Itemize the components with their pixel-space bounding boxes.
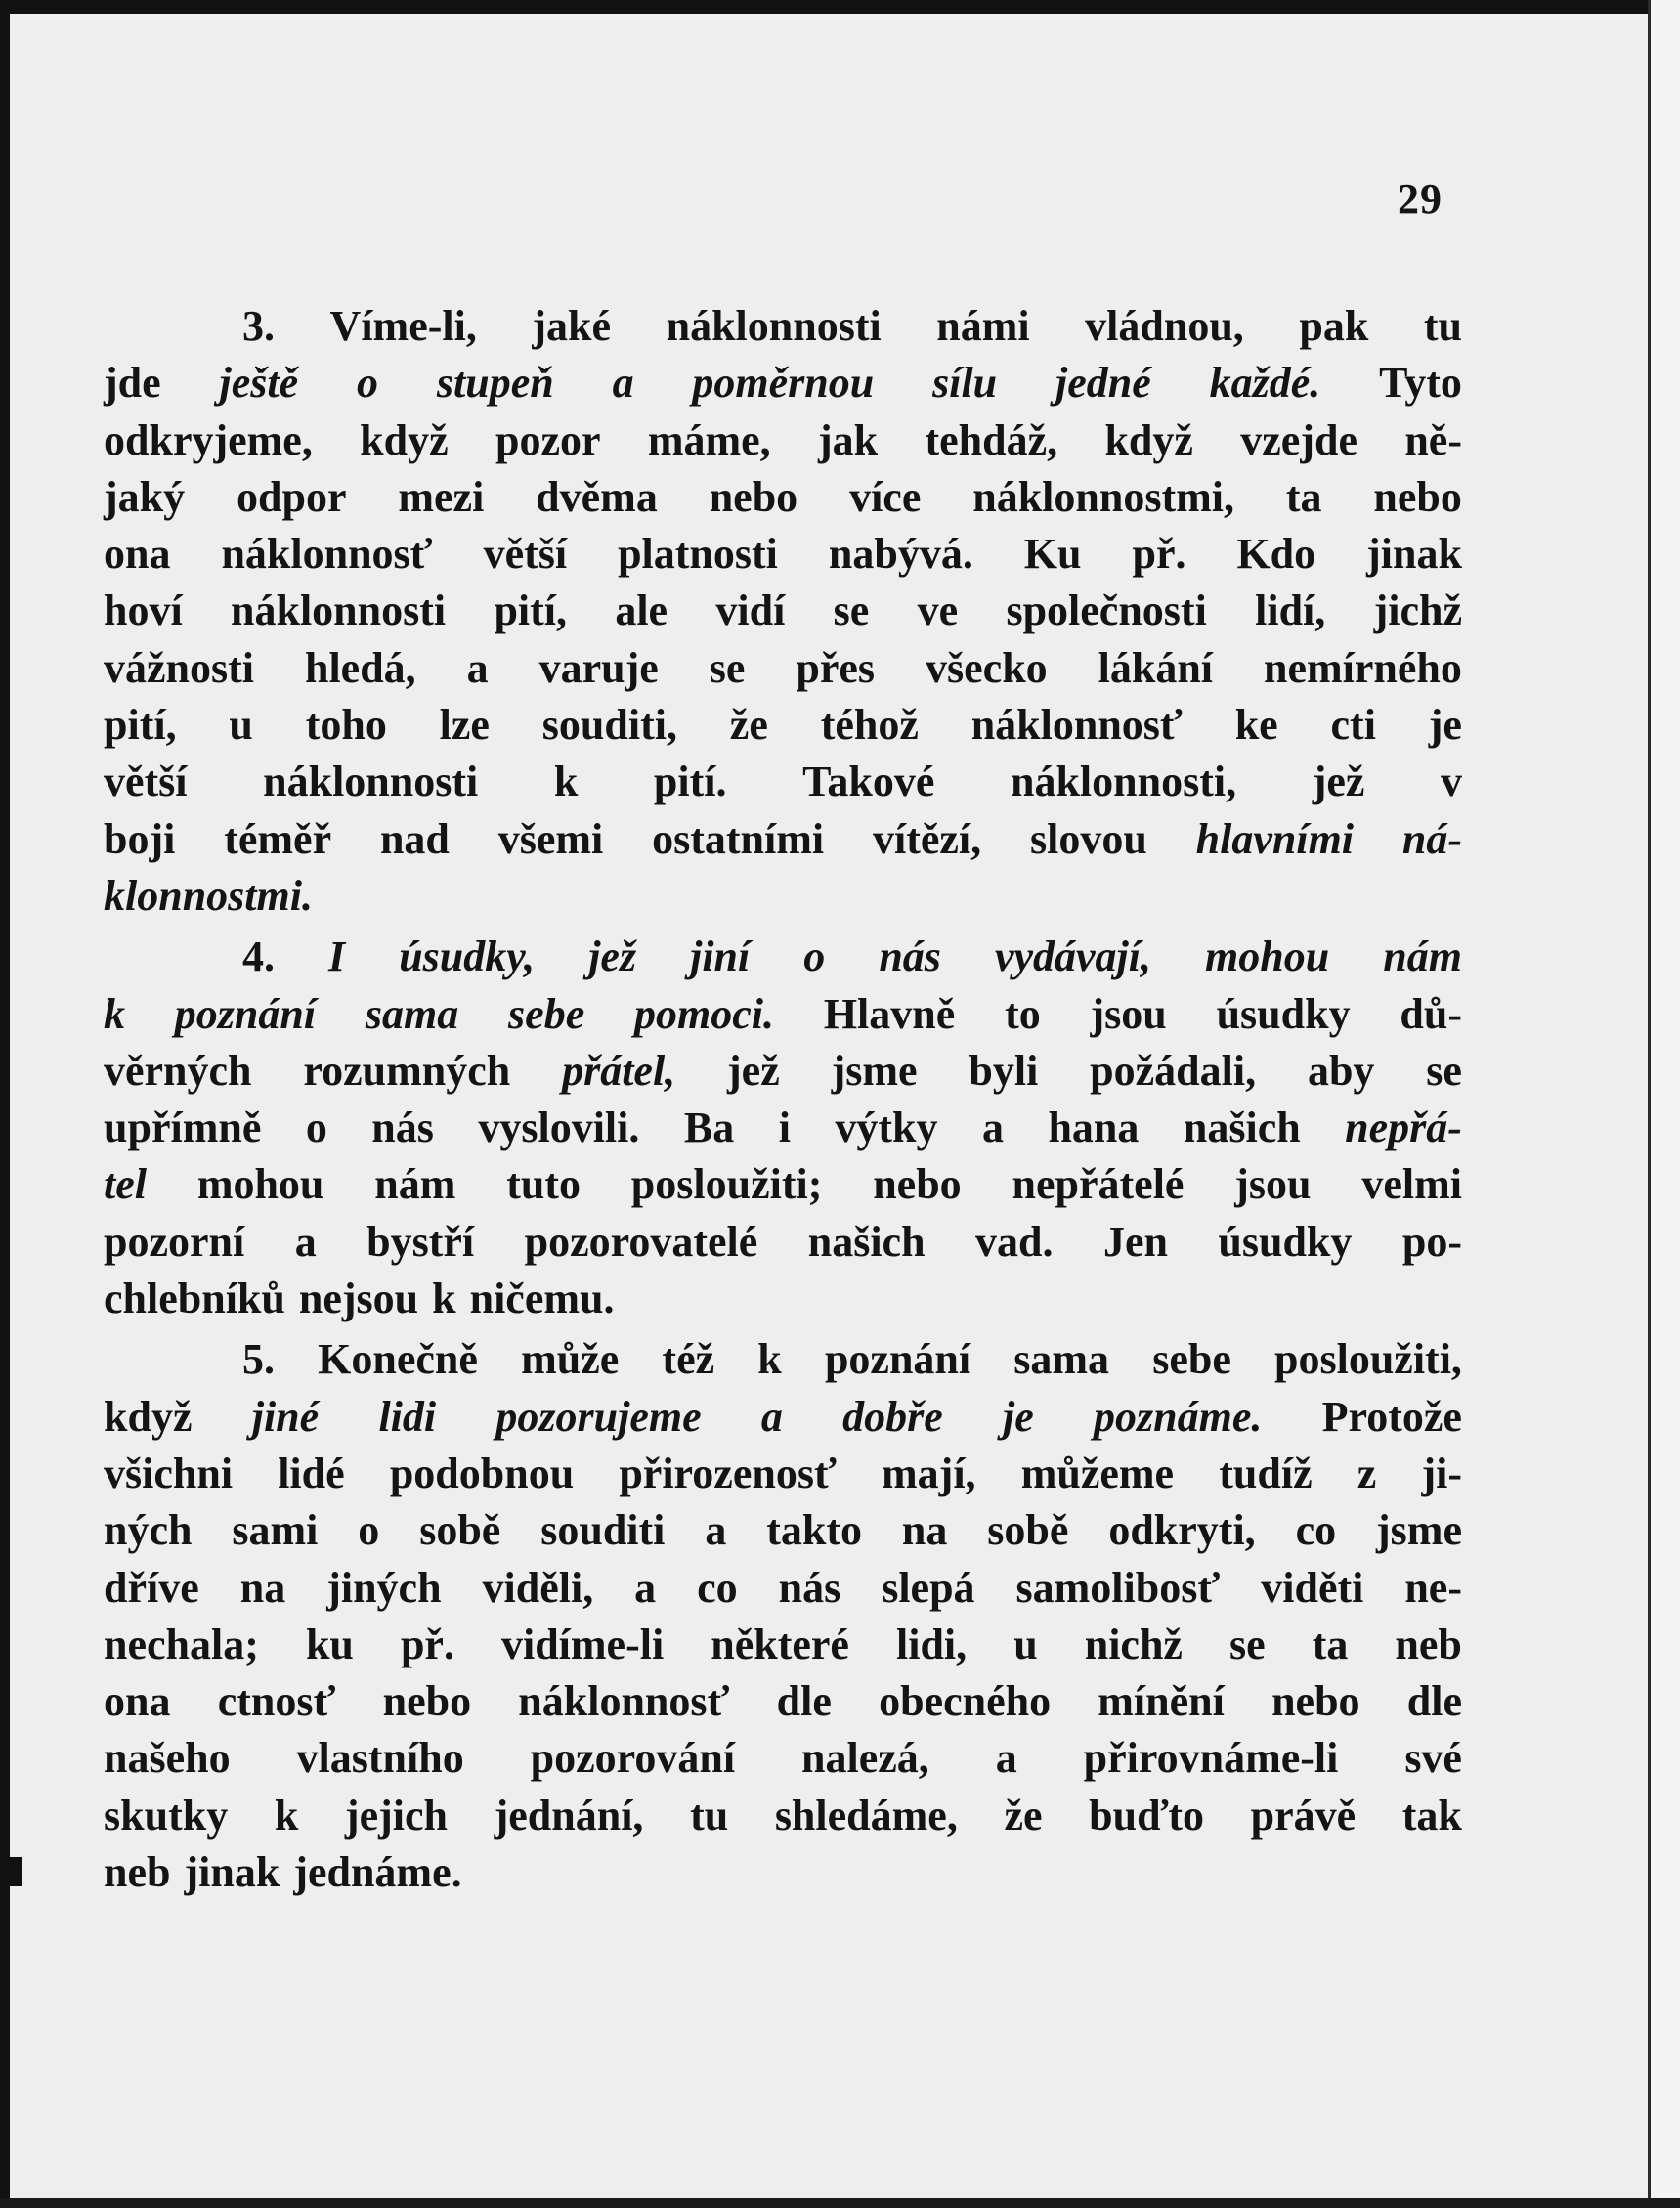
word: i bbox=[778, 1104, 791, 1152]
text-line bbox=[104, 355, 1462, 411]
text-line bbox=[104, 1043, 1462, 1100]
word: nabývá. bbox=[828, 530, 973, 579]
word: poznáme. bbox=[1094, 1392, 1263, 1441]
word: bystří bbox=[366, 1217, 475, 1266]
word: chlebníků bbox=[104, 1275, 285, 1323]
word: nad bbox=[379, 814, 450, 863]
word: se bbox=[709, 643, 746, 692]
word: větší bbox=[483, 530, 568, 579]
word: tehdáž, bbox=[925, 415, 1058, 464]
word: pozorní bbox=[104, 1217, 245, 1266]
word: přirovnáme-li bbox=[1083, 1734, 1339, 1783]
text-line bbox=[104, 1389, 1462, 1446]
word: sílu bbox=[932, 359, 998, 408]
word: přirozenosť bbox=[619, 1449, 837, 1497]
word: téhož bbox=[820, 701, 919, 750]
word: jak bbox=[818, 415, 879, 464]
word: jedné bbox=[1055, 359, 1151, 408]
word: a bbox=[995, 1734, 1017, 1783]
text-line bbox=[104, 1214, 1462, 1271]
word: dobře bbox=[842, 1392, 943, 1441]
word: všemi bbox=[497, 814, 604, 863]
word: nás bbox=[371, 1104, 434, 1152]
word: jsou bbox=[1090, 989, 1167, 1038]
word: sobě bbox=[987, 1506, 1069, 1555]
word: samolibosť bbox=[1015, 1563, 1221, 1612]
word: vidí bbox=[715, 586, 786, 635]
word: jež bbox=[1312, 758, 1365, 806]
word: mezi bbox=[398, 472, 485, 521]
word: lze bbox=[439, 701, 490, 750]
word: všecko bbox=[926, 643, 1048, 692]
word: že bbox=[1004, 1791, 1043, 1840]
word: na bbox=[901, 1506, 948, 1555]
word: pozorovatelé bbox=[524, 1217, 758, 1266]
text-line bbox=[104, 469, 1462, 526]
word: jsou bbox=[1234, 1160, 1312, 1209]
word: lidé bbox=[278, 1449, 345, 1497]
word: jaké bbox=[532, 302, 612, 350]
word: větší bbox=[104, 758, 188, 806]
word: nebo bbox=[1271, 1677, 1360, 1726]
word: pozorujeme bbox=[495, 1392, 702, 1441]
word: ku bbox=[305, 1620, 354, 1668]
word: aby bbox=[1307, 1046, 1375, 1095]
word: též bbox=[662, 1335, 715, 1384]
word: vládnou, bbox=[1085, 302, 1244, 350]
word: obecného bbox=[879, 1677, 1052, 1726]
word: máme, bbox=[647, 415, 771, 464]
word: hlavními bbox=[1195, 814, 1355, 863]
word: poznání bbox=[174, 989, 317, 1038]
word: našich bbox=[1183, 1104, 1301, 1152]
text-line bbox=[104, 412, 1462, 469]
word: nebo bbox=[382, 1677, 472, 1726]
word: př. bbox=[400, 1620, 454, 1668]
word: jde bbox=[104, 359, 161, 408]
word: úsudky bbox=[1218, 1217, 1353, 1266]
word: a bbox=[760, 1392, 783, 1441]
word: dle bbox=[1406, 1677, 1462, 1726]
word: ona bbox=[104, 530, 171, 579]
word: náklonnosť bbox=[518, 1677, 730, 1726]
word: vydávají, bbox=[994, 932, 1151, 981]
word: souditi, bbox=[541, 701, 677, 750]
word: mínění bbox=[1098, 1677, 1225, 1726]
word: jejich bbox=[344, 1791, 448, 1840]
word: vlastního bbox=[296, 1734, 464, 1783]
word: rozumných bbox=[303, 1046, 511, 1095]
word: nepřá- bbox=[1345, 1104, 1462, 1152]
word: náklonnosť bbox=[970, 701, 1183, 750]
word: pak bbox=[1299, 302, 1369, 350]
word: může bbox=[521, 1335, 620, 1384]
scan-edge-notch bbox=[0, 1857, 22, 1886]
word: o bbox=[305, 1104, 327, 1152]
text-line bbox=[104, 1100, 1462, 1156]
word: našeho bbox=[104, 1734, 231, 1783]
word: každé. bbox=[1209, 359, 1321, 408]
text-line bbox=[104, 640, 1462, 697]
word: Takové bbox=[802, 758, 935, 806]
word: nalezá, bbox=[801, 1734, 929, 1783]
word: Víme-li, bbox=[329, 302, 477, 350]
word: odkryjeme, bbox=[104, 415, 313, 464]
word: ných bbox=[104, 1506, 193, 1555]
word: a bbox=[466, 643, 489, 692]
word: téměř bbox=[224, 814, 332, 863]
word: v bbox=[1441, 758, 1462, 806]
word: úsudky bbox=[1216, 989, 1351, 1038]
word: jsme bbox=[1376, 1506, 1462, 1555]
word: a bbox=[294, 1217, 317, 1266]
word: cti bbox=[1330, 701, 1376, 750]
word: po- bbox=[1401, 1217, 1462, 1266]
word: dle bbox=[776, 1677, 832, 1726]
word: pití, bbox=[104, 701, 177, 750]
word: ona bbox=[104, 1677, 171, 1726]
word: náklonnosti bbox=[666, 302, 882, 350]
word: hoví bbox=[104, 586, 183, 635]
word: požádali, bbox=[1090, 1046, 1257, 1095]
word: námi bbox=[936, 302, 1030, 350]
word: nepřátelé bbox=[1012, 1160, 1185, 1209]
word: platnosti bbox=[618, 530, 778, 579]
word: slovou bbox=[1029, 814, 1147, 863]
word: lidi, bbox=[896, 1620, 968, 1668]
word: ta bbox=[1285, 472, 1322, 521]
word: co bbox=[1295, 1506, 1337, 1555]
word: na bbox=[239, 1563, 286, 1612]
word: dříve bbox=[104, 1563, 199, 1612]
page-number: 29 bbox=[1398, 175, 1443, 223]
word: a bbox=[981, 1104, 1004, 1152]
word: nebo bbox=[1373, 472, 1462, 521]
body-text bbox=[104, 298, 1462, 1905]
word: pití, bbox=[494, 586, 568, 635]
word: nebo bbox=[709, 472, 798, 521]
paragraph-1 bbox=[104, 298, 1462, 925]
word: posloužiti; bbox=[630, 1160, 823, 1209]
scan-edge-right bbox=[1648, 0, 1680, 2208]
word: k bbox=[274, 1791, 299, 1840]
word: pozorování bbox=[530, 1734, 736, 1783]
word: náklonnosti bbox=[231, 586, 447, 635]
word: neb bbox=[104, 1848, 171, 1897]
word: náklonnosti bbox=[263, 758, 479, 806]
word: Kdo bbox=[1236, 530, 1316, 579]
word: vad. bbox=[975, 1217, 1054, 1266]
word: ctnosť bbox=[217, 1677, 336, 1726]
text-line bbox=[104, 1156, 1462, 1213]
text-line bbox=[104, 1844, 1462, 1901]
word: mají, bbox=[882, 1449, 976, 1497]
word: jiných bbox=[326, 1563, 442, 1612]
word: když bbox=[1104, 415, 1193, 464]
scan-edge-bottom bbox=[0, 2198, 1680, 2208]
word: pití. bbox=[653, 758, 727, 806]
word: co bbox=[697, 1563, 738, 1612]
word: je bbox=[1003, 1392, 1034, 1441]
word: ostatními bbox=[652, 814, 825, 863]
word: to bbox=[1005, 989, 1041, 1038]
word: se bbox=[1229, 1620, 1266, 1668]
word: sami bbox=[232, 1506, 319, 1555]
word: úsudky, bbox=[399, 932, 536, 981]
word: nemírného bbox=[1264, 643, 1462, 692]
word: takto bbox=[766, 1506, 862, 1555]
word: a bbox=[634, 1563, 657, 1612]
word: nám bbox=[374, 1160, 456, 1209]
word: ta bbox=[1312, 1620, 1349, 1668]
word: jichž bbox=[1373, 586, 1462, 635]
word: př. bbox=[1132, 530, 1186, 579]
text-line bbox=[104, 1446, 1462, 1502]
word: o bbox=[803, 932, 826, 981]
word: I bbox=[328, 932, 346, 981]
word: a bbox=[705, 1506, 727, 1555]
word: shledáme, bbox=[774, 1791, 958, 1840]
word: sebe bbox=[1152, 1335, 1231, 1384]
word: našich bbox=[807, 1217, 926, 1266]
word: tu bbox=[1423, 302, 1462, 350]
word: ně- bbox=[1404, 415, 1462, 464]
word: se bbox=[833, 586, 870, 635]
word: ji- bbox=[1421, 1449, 1462, 1497]
word: své bbox=[1404, 1734, 1462, 1783]
word: o bbox=[358, 1506, 380, 1555]
word: dvěma bbox=[536, 472, 658, 521]
word: věrných bbox=[104, 1046, 252, 1095]
text-line bbox=[104, 986, 1462, 1043]
word: Ba bbox=[683, 1104, 735, 1152]
word: sama bbox=[1013, 1335, 1110, 1384]
word: hledá, bbox=[304, 643, 416, 692]
word: stupeň bbox=[436, 359, 554, 408]
word: nechala; bbox=[104, 1620, 259, 1668]
word: jednáme. bbox=[293, 1848, 462, 1897]
word: sebe bbox=[508, 989, 585, 1038]
text-line bbox=[104, 1617, 1462, 1673]
word: jsme bbox=[831, 1046, 918, 1095]
word: jednání, bbox=[494, 1791, 644, 1840]
word: nejsou bbox=[298, 1275, 419, 1323]
word: a bbox=[612, 359, 634, 408]
word: z bbox=[1357, 1449, 1377, 1497]
word: poznání bbox=[824, 1335, 971, 1384]
word: vidíme-li bbox=[500, 1620, 665, 1668]
text-line bbox=[104, 1502, 1462, 1559]
word: 4. bbox=[242, 932, 275, 981]
word: náklonnosť bbox=[221, 530, 433, 579]
word: tuto bbox=[506, 1160, 581, 1209]
text-line bbox=[104, 697, 1462, 754]
word: jiné bbox=[251, 1392, 320, 1441]
word: u bbox=[1013, 1620, 1038, 1668]
text-line bbox=[104, 1673, 1462, 1730]
word: tudíž bbox=[1219, 1449, 1313, 1497]
word: ná- bbox=[1401, 814, 1462, 863]
text-line bbox=[104, 1730, 1462, 1787]
word: společnosti bbox=[1006, 586, 1207, 635]
word: ještě bbox=[219, 359, 299, 408]
word: právě bbox=[1250, 1791, 1357, 1840]
word: jinak bbox=[184, 1848, 280, 1897]
word: více bbox=[849, 472, 922, 521]
word: sobě bbox=[419, 1506, 501, 1555]
word: přes bbox=[796, 643, 876, 692]
word: jiní bbox=[690, 932, 751, 981]
word: Ku bbox=[1023, 530, 1082, 579]
text-line bbox=[104, 811, 1462, 868]
word: ale bbox=[615, 586, 668, 635]
text-line bbox=[104, 929, 1462, 985]
word: lákání bbox=[1098, 643, 1214, 692]
word: pomoci. bbox=[634, 989, 775, 1038]
text-line bbox=[104, 1331, 1462, 1388]
word: jež bbox=[588, 932, 637, 981]
text-line bbox=[104, 298, 1462, 355]
word: můžeme bbox=[1020, 1449, 1175, 1497]
word: dů- bbox=[1400, 989, 1462, 1038]
word: Protože bbox=[1321, 1392, 1462, 1441]
word: tak bbox=[1401, 1791, 1462, 1840]
word: když bbox=[104, 1392, 193, 1441]
text-line bbox=[104, 583, 1462, 639]
word: posloužiti, bbox=[1274, 1335, 1462, 1384]
text-line bbox=[104, 526, 1462, 583]
paragraph-3 bbox=[104, 1331, 1462, 1901]
scan-edge-top bbox=[0, 0, 1680, 14]
word: toho bbox=[305, 701, 387, 750]
word: ničemu. bbox=[469, 1275, 615, 1323]
word: Jen bbox=[1102, 1217, 1168, 1266]
text-line bbox=[104, 1788, 1462, 1844]
word: tel bbox=[104, 1160, 147, 1209]
word: ne- bbox=[1404, 1563, 1462, 1612]
word: mohou bbox=[1205, 932, 1330, 981]
word: klonnostmi. bbox=[104, 871, 313, 920]
word: nám bbox=[1383, 932, 1462, 981]
word: u bbox=[229, 701, 253, 750]
word: jaký bbox=[104, 472, 186, 521]
word: odpor bbox=[237, 472, 347, 521]
word: poměrnou bbox=[692, 359, 875, 408]
word: byli bbox=[969, 1046, 1039, 1095]
word: mohou bbox=[196, 1160, 324, 1209]
word: nichž bbox=[1084, 1620, 1183, 1668]
word: pozor bbox=[495, 415, 601, 464]
word: jinak bbox=[1366, 530, 1462, 579]
word: skutky bbox=[104, 1791, 229, 1840]
word: že bbox=[729, 701, 768, 750]
word: se bbox=[1426, 1046, 1462, 1095]
word: nás bbox=[778, 1563, 841, 1612]
word: nebo bbox=[873, 1160, 962, 1209]
word: k bbox=[757, 1335, 782, 1384]
word: sama bbox=[365, 989, 459, 1038]
text-line bbox=[104, 1271, 1462, 1327]
word: podobnou bbox=[389, 1449, 575, 1497]
word: souditi bbox=[540, 1506, 666, 1555]
word: odkryti, bbox=[1108, 1506, 1256, 1555]
word: buďto bbox=[1089, 1791, 1204, 1840]
text-line bbox=[104, 1560, 1462, 1617]
word: k bbox=[432, 1275, 456, 1323]
text-line bbox=[104, 754, 1462, 810]
word: boji bbox=[104, 814, 176, 863]
word: všichni bbox=[104, 1449, 234, 1497]
word: upřímně bbox=[104, 1104, 262, 1152]
word: náklonnostmi, bbox=[972, 472, 1234, 521]
word: slepá bbox=[882, 1563, 975, 1612]
word: nás bbox=[879, 932, 941, 981]
word: některé bbox=[711, 1620, 849, 1668]
word: lidi bbox=[378, 1392, 437, 1441]
word: vážnosti bbox=[104, 643, 254, 692]
word: varuje bbox=[538, 643, 659, 692]
text-line bbox=[104, 868, 1462, 925]
word: viděti bbox=[1261, 1563, 1364, 1612]
word: přátel, bbox=[562, 1046, 676, 1095]
word: velmi bbox=[1361, 1160, 1462, 1209]
word: ke bbox=[1234, 701, 1278, 750]
word: neb bbox=[1395, 1620, 1462, 1668]
paragraph-2 bbox=[104, 929, 1462, 1327]
word: hana bbox=[1048, 1104, 1140, 1152]
word: lidí, bbox=[1255, 586, 1326, 635]
word: náklonnosti, bbox=[1010, 758, 1237, 806]
word: 5. bbox=[242, 1335, 275, 1384]
word: k bbox=[104, 989, 125, 1038]
word: Hlavně bbox=[823, 989, 956, 1038]
word: výtky bbox=[835, 1104, 938, 1152]
word: vyslovili. bbox=[478, 1104, 640, 1152]
word: Tyto bbox=[1379, 359, 1462, 408]
word: ve bbox=[917, 586, 959, 635]
word: vzejde bbox=[1240, 415, 1357, 464]
word: o bbox=[357, 359, 379, 408]
word: tu bbox=[690, 1791, 729, 1840]
word: jež bbox=[727, 1046, 780, 1095]
word: viděli, bbox=[482, 1563, 594, 1612]
word: 3. bbox=[242, 302, 275, 350]
word: k bbox=[553, 758, 579, 806]
word: je bbox=[1428, 701, 1462, 750]
word: vítězí, bbox=[872, 814, 982, 863]
word: Konečně bbox=[318, 1335, 478, 1384]
word: když bbox=[360, 415, 449, 464]
